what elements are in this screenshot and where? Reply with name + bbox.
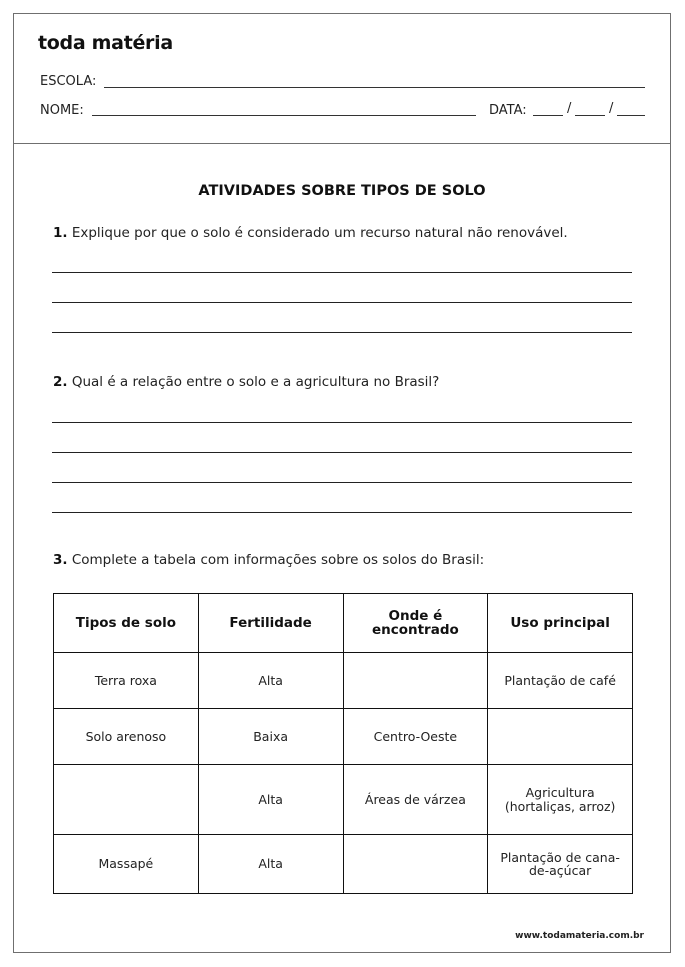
question-number: 2. — [53, 374, 68, 390]
footer-url: www.todamateria.com.br — [515, 931, 644, 941]
column-header: Tipos de solo — [54, 594, 199, 653]
table-cell: Baixa — [198, 709, 343, 765]
question-number: 1. — [53, 225, 68, 241]
soil-table — [53, 593, 633, 894]
table-cell: Áreas de várzea — [343, 765, 488, 835]
table-cell: Alta — [198, 653, 343, 709]
page-title: ATIVIDADES SOBRE TIPOS DE SOLO — [198, 183, 486, 199]
table-row — [54, 765, 633, 835]
answer-line[interactable] — [52, 452, 632, 453]
answer-line[interactable] — [52, 512, 632, 513]
column-header: Fertilidade — [198, 594, 343, 653]
name-field[interactable] — [92, 115, 476, 116]
table-row — [54, 653, 633, 709]
table-cell: Plantação de café — [488, 653, 633, 709]
date-separator: / — [609, 101, 614, 116]
column-header: Onde é encontrado — [343, 594, 488, 653]
answer-line[interactable] — [52, 302, 632, 303]
table-cell-blank[interactable] — [54, 765, 199, 835]
header-divider — [13, 143, 671, 144]
question-text: Explique por que o solo é considerado um recurso natural não renovável. — [67, 225, 568, 241]
date-label: DATA: — [489, 103, 527, 118]
question-2 — [53, 374, 439, 390]
table-row — [54, 709, 633, 765]
question-3 — [53, 552, 484, 568]
question-number: 3. — [53, 552, 68, 568]
table-cell: Solo arenoso — [54, 709, 199, 765]
question-text: Qual é a relação entre o solo e a agricultura no Brasil? — [67, 374, 440, 390]
date-month-field[interactable] — [575, 115, 605, 116]
date-day-field[interactable] — [533, 115, 563, 116]
table-header-row — [54, 594, 633, 653]
school-label: ESCOLA: — [40, 74, 97, 89]
table-row — [54, 835, 633, 894]
date-separator: / — [567, 101, 572, 116]
date-year-field[interactable] — [617, 115, 645, 116]
table-cell: Centro-Oeste — [343, 709, 488, 765]
column-header: Uso principal — [488, 594, 633, 653]
table-cell: Massapé — [54, 835, 199, 894]
table-cell: Terra roxa — [54, 653, 199, 709]
question-text: Complete a tabela com informações sobre os solos do Brasil: — [67, 552, 485, 568]
table-cell-blank[interactable] — [343, 835, 488, 894]
name-label: NOME: — [40, 103, 84, 118]
answer-line[interactable] — [52, 482, 632, 483]
table-cell: Alta — [198, 765, 343, 835]
table-cell: Plantação de cana-de-açúcar — [488, 835, 633, 894]
answer-line[interactable] — [52, 272, 632, 273]
table-cell: Agricultura (hortaliças, arroz) — [488, 765, 633, 835]
answer-line[interactable] — [52, 422, 632, 423]
answer-line[interactable] — [52, 332, 632, 333]
brand-logo: toda matéria — [38, 32, 173, 54]
table-cell-blank[interactable] — [488, 709, 633, 765]
table-cell-blank[interactable] — [343, 653, 488, 709]
school-field[interactable] — [104, 87, 645, 88]
question-1 — [53, 225, 568, 241]
table-cell: Alta — [198, 835, 343, 894]
